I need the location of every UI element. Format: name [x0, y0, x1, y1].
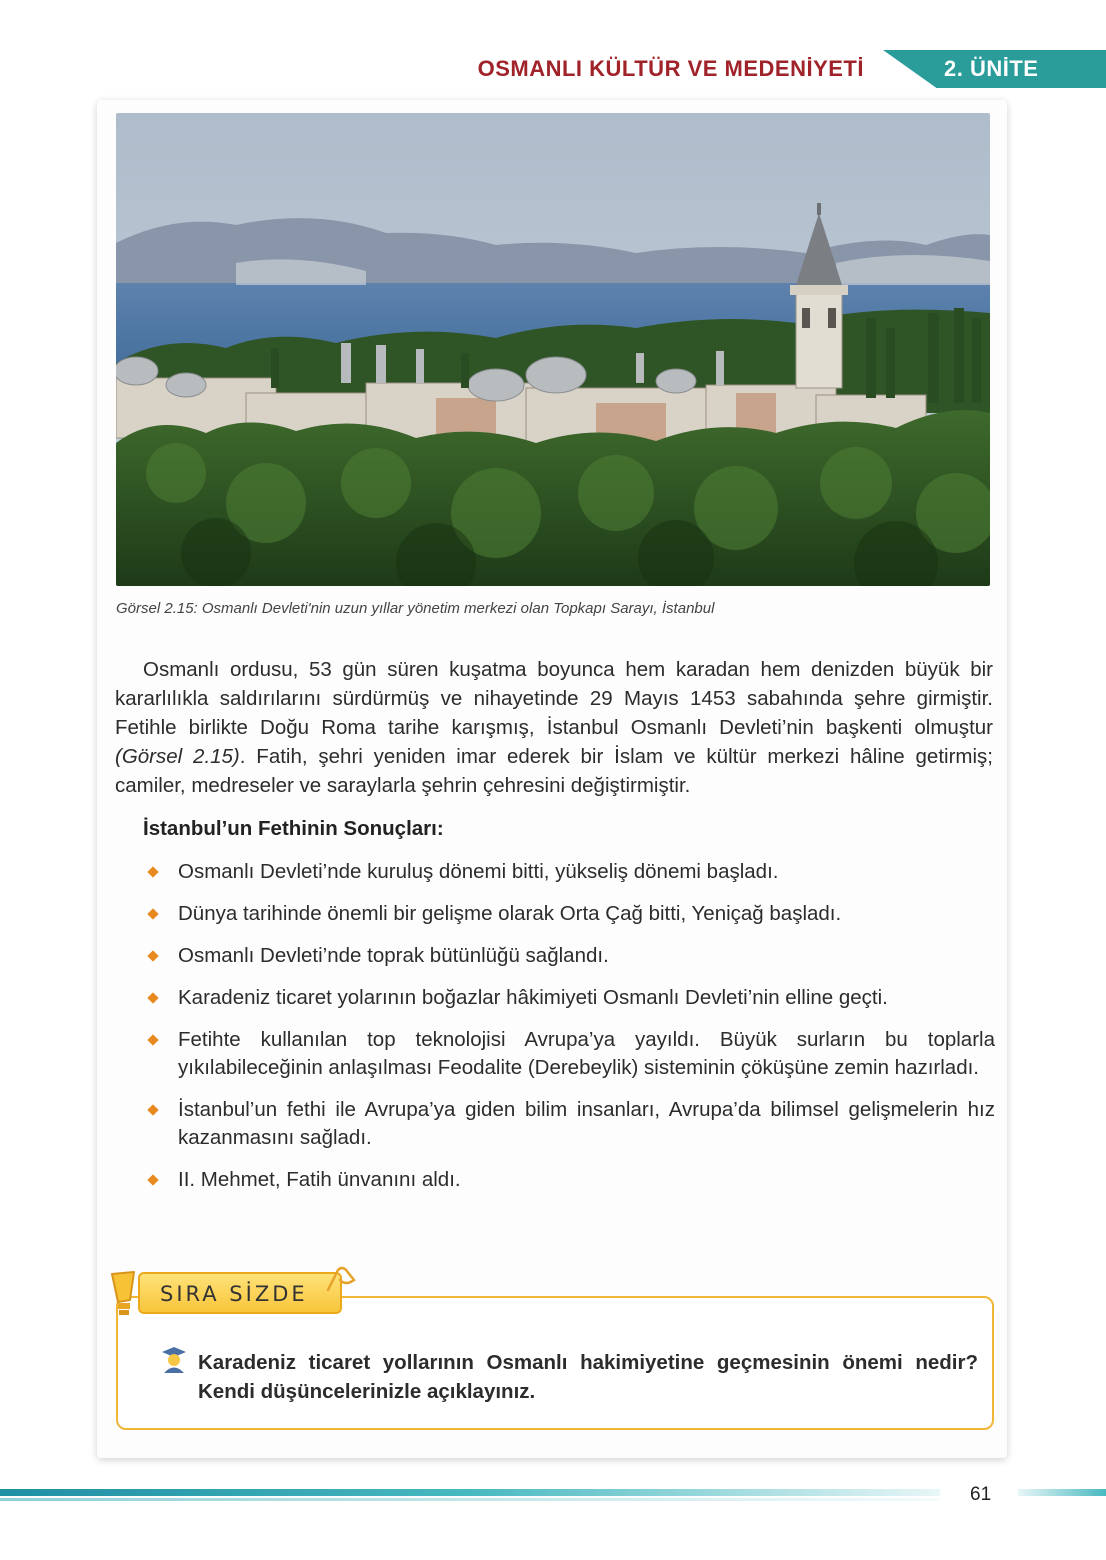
list-item-text: II. Mehmet, Fatih ünvanını aldı. [178, 1168, 461, 1191]
footer-stripe-thin [0, 1498, 940, 1501]
list-item [143, 1096, 995, 1152]
diamond-bullet-icon [147, 992, 158, 1003]
diamond-bullet-icon [147, 1174, 158, 1185]
student-icon [160, 1346, 188, 1374]
lightbulb-icon [108, 1270, 138, 1322]
list-item [143, 942, 995, 970]
chapter-title: OSMANLI KÜLTÜR VE MEDENİYETİ [477, 56, 864, 81]
paragraph-text-2: . Fatih, şehri yeniden imar ederek bir İslam ve kültür merkezi hâline getirmiş; camiler, medreseler ve saraylarla şehrin çehresini değiştirmiştir. [115, 745, 993, 797]
diamond-bullet-icon [147, 866, 158, 877]
diamond-bullet-icon [147, 950, 158, 961]
list-item-text: Osmanlı Devleti’nde kuruluş dönemi bitti, yükseliş dönemi başladı. [178, 860, 779, 883]
list-item [143, 1166, 995, 1194]
list-item [143, 858, 995, 886]
unit-label: 2. ÜNİTE [944, 56, 1039, 81]
diamond-bullet-icon [147, 1104, 158, 1115]
list-item-text: Dünya tarihinde önemli bir gelişme olarak Orta Çağ bitti, Yeniçağ başladı. [178, 902, 842, 925]
list-item [143, 984, 995, 1012]
activity-question: Karadeniz ticaret yollarının Osmanlı hakimiyetine geçmesinin önemi nedir? Kendi düşüncelerinizle açıklayınız. [198, 1351, 978, 1403]
page-number: 61 [970, 1484, 992, 1505]
footer-stripe-right [1018, 1489, 1106, 1496]
ribbon-icon [326, 1266, 356, 1292]
list-item-text: Fetihte kullanılan top teknolojisi Avrupa’ya yayıldı. Büyük surların bu toplarla yıkılabileceğinin anlaşılması Feodalite (Derebeylik) sisteminin çöküşüne zemin hazırladı. [178, 1028, 995, 1079]
body-paragraph [115, 655, 993, 800]
paragraph-text-1: Osmanlı ordusu, 53 gün süren kuşatma boyunca hem karadan hem denizden büyük bir kararlılıkla saldırılarını sürdürmüş ve nihayetinde 29 Mayıs 1453 sabahında şehre girmiştir. Fetihle birlikte Doğu Roma tarihe karışmış, İstanbul Osmanlı Devleti’nin başkenti olmuştur [115, 658, 993, 739]
figure-reference: (Görsel 2.15) [115, 745, 240, 768]
section-heading: İstanbul’un Fethinin Sonuçları: [143, 817, 444, 840]
diamond-bullet-icon [147, 908, 158, 919]
diamond-bullet-icon [147, 1034, 158, 1045]
list-item-text: İstanbul’un fethi ile Avrupa’ya giden bilim insanları, Avrupa’da bilimsel gelişmelerin hız kazanmasını sağladı. [178, 1098, 995, 1149]
list-item-text: Karadeniz ticaret yolarının boğazlar hâkimiyeti Osmanlı Devleti’nin elline geçti. [178, 986, 888, 1009]
list-item [143, 1026, 995, 1082]
results-list [143, 858, 995, 1208]
list-item-text: Osmanlı Devleti’nde toprak bütünlüğü sağlandı. [178, 944, 609, 967]
footer-stripe [0, 1489, 940, 1496]
activity-label: SIRA SİZDE [160, 1282, 308, 1306]
topkapi-palace-photo [116, 113, 990, 586]
list-item [143, 900, 995, 928]
figure-caption: Görsel 2.15: Osmanlı Devleti'nin uzun yıllar yönetim merkezi olan Topkapı Sarayı, İstanbul [116, 600, 715, 617]
